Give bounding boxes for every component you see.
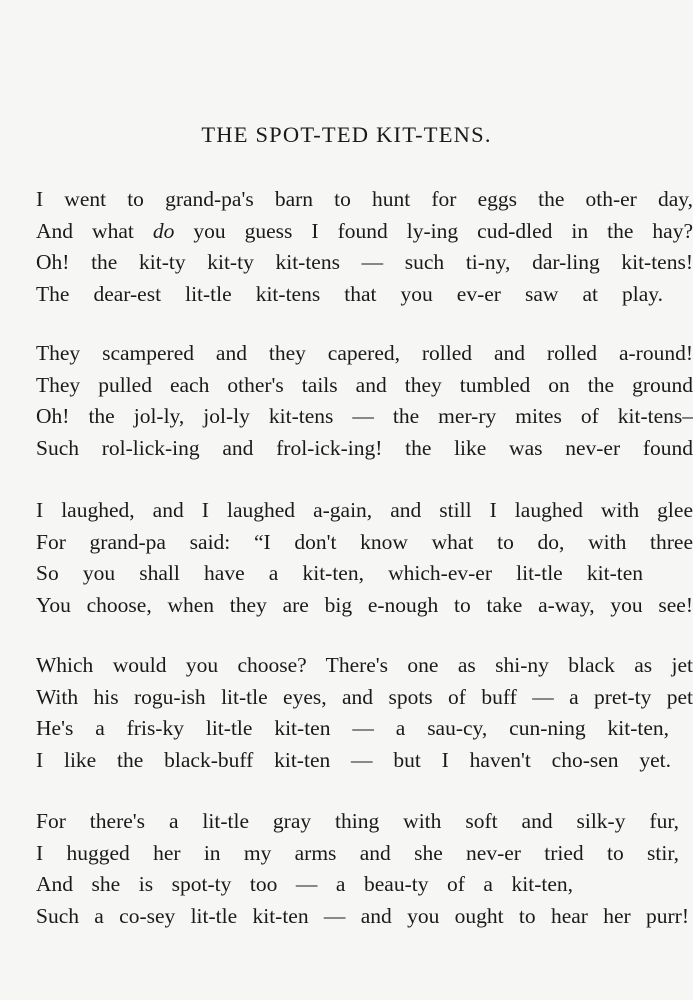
verse-line: So you shall have a kit-ten, which-ev-er lit-tle kit-ten	[36, 561, 643, 585]
verse-line	[36, 216, 693, 248]
verse-line: Oh! the kit-ty kit-ty kit-tens — such ti-ny, dar-ling kit-tens!	[36, 250, 693, 274]
emphasis-word: do	[152, 218, 175, 243]
verse-line: Such rol-lick-ing and frol-ick-ing! the like was nev-er found	[36, 435, 693, 460]
verse-line: For grand-pa said: “I don't know what to do, with three	[36, 529, 693, 554]
verse-line: They pulled each other's tails and they tumbled on the ground	[36, 372, 693, 397]
poem-title: THE SPOT-TED KIT-TENS.	[201, 122, 492, 147]
verse-line: The dear-est lit-tle kit-tens that you ev-er saw at play.	[36, 281, 663, 306]
verse-line: And she is spot-ty too — a beau-ty of a kit-ten,	[36, 872, 573, 896]
verse-line: I like the black-buff kit-ten — but I haven't cho-sen yet.	[36, 747, 671, 772]
verse-line: Which would you choose? There's one as shi-ny black as jet	[36, 653, 693, 677]
stanza-2	[36, 338, 693, 464]
verse-line: I laughed, and I laughed a-gain, and still I laughed with glee	[36, 498, 693, 522]
verse-line: I hugged her in my arms and she nev-er tried to stir,	[36, 840, 679, 865]
verse-line: Oh! the jol-ly, jol-ly kit-tens — the mer-ry mites of kit-tens–	[36, 404, 693, 428]
stanza-5	[36, 806, 693, 932]
verse-line: I went to grand-pa's barn to hunt for eggs the oth-er day,	[36, 187, 693, 211]
verse-line-part: And what	[36, 218, 153, 243]
verse-line: You choose, when they are big e-nough to take a-way, you see!	[36, 592, 693, 617]
verse-line: With his rogu-ish lit-tle eyes, and spots of buff — a pret-ty pet	[36, 684, 693, 709]
verse-line: He's a fris-ky lit-tle kit-ten — a sau-cy, cun-ning kit-ten,	[36, 716, 669, 740]
stanza-1	[36, 184, 693, 310]
verse-line: Such a co-sey lit-tle kit-ten — and you ought to hear her purr!	[36, 903, 689, 928]
verse-line: For there's a lit-tle gray thing with soft and silk-y fur,	[36, 809, 679, 833]
verse-line: They scampered and they capered, rolled and rolled a-round!	[36, 341, 693, 365]
stanza-4	[36, 650, 693, 776]
stanza-3	[36, 495, 693, 621]
verse-line-part: you guess I found ly-ing cud-dled in the hay?	[174, 218, 693, 243]
